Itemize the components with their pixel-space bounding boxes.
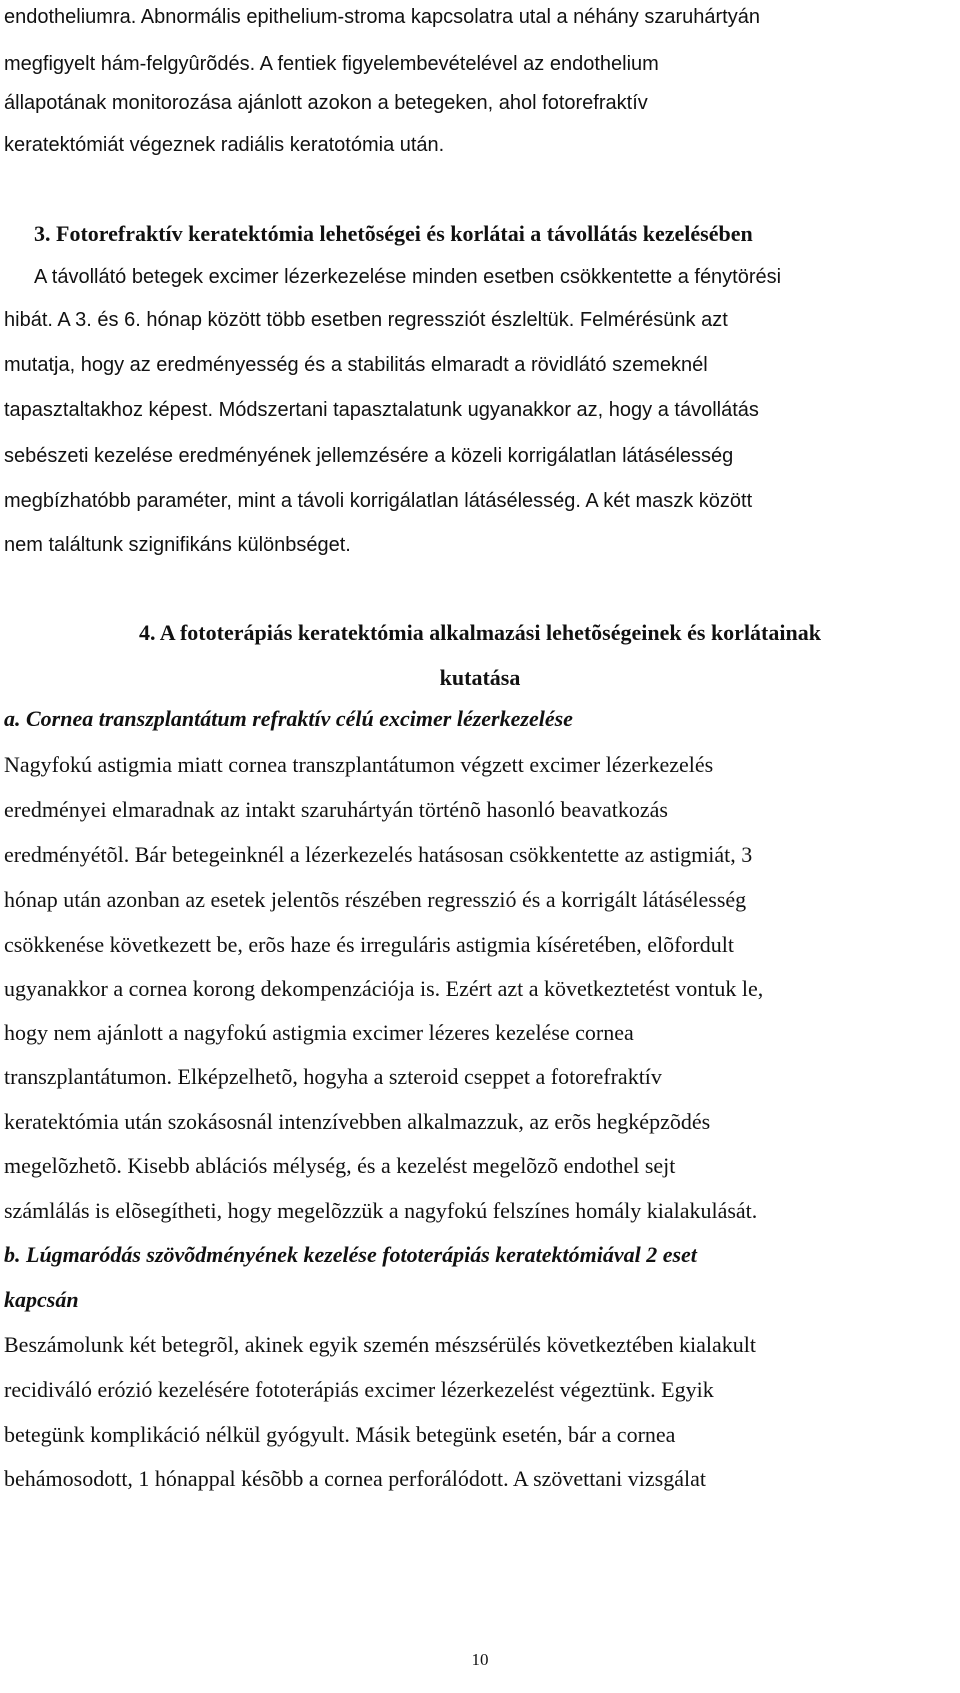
body-text-line: Nagyfokú astigmia miatt cornea transzplantátumon végzett excimer lézerkezelés: [4, 752, 714, 777]
body-text-line: tapasztaltakhoz képest. Módszertani tapasztalatunk ugyanakkor az, hogy a távollátás: [4, 399, 759, 421]
body-text-line: behámosodott, 1 hónappal késõbb a cornea perforálódott. A szövettani vizsgálat: [4, 1466, 706, 1491]
body-text-line: eredményei elmaradnak az intakt szaruhártyán történõ hasonló beavatkozás: [4, 797, 668, 822]
body-text-line: nem találtunk szignifikáns különbséget.: [4, 534, 351, 556]
body-text-line: ugyanakkor a cornea korong dekompenzációja is. Ezért azt a következtetést vontuk le,: [4, 976, 764, 1001]
section-heading: 4. A fototerápiás keratektómia alkalmazási lehetõségeinek és korlátainak: [139, 620, 821, 645]
body-text-line: megelõzhetõ. Kisebb ablációs mélység, és a kezelést megelõzõ endothel sejt: [4, 1153, 676, 1178]
body-text-line: keratektómiát végeznek radiális keratotómia után.: [4, 134, 445, 156]
body-text-line: betegünk komplikáció nélkül gyógyult. Másik betegünk esetén, bár a cornea: [4, 1422, 676, 1447]
body-text-line: mutatja, hogy az eredményesség és a stabilitás elmaradt a rövidlátó szemeknél: [4, 354, 708, 376]
body-text-line: csökkenése következett be, erõs haze és irreguláris astigmia kíséretében, elõfordult: [4, 932, 734, 957]
subsection-heading: b. Lúgmaródás szövõdményének kezelése fototerápiás keratektómiával 2 eset: [4, 1242, 697, 1267]
page-number: 10: [471, 1650, 489, 1669]
body-text-line: eredményétõl. Bár betegeinknél a lézerkezelés hatásosan csökkentette az astigmiát, 3: [4, 842, 753, 867]
section-heading: 3. Fotorefraktív keratektómia lehetõségei és korlátai a távollátás kezelésében: [34, 221, 753, 246]
body-text-line: transzplantátumon. Elképzelhetõ, hogyha a szteroid cseppet a fotorefraktív: [4, 1064, 662, 1089]
body-text-line: sebészeti kezelése eredményének jellemzésére a közeli korrigálatlan látásélesség: [4, 445, 734, 467]
section-heading-continuation: kutatása: [439, 665, 521, 690]
body-text-line: A távollátó betegek excimer lézerkezelése minden esetben csökkentette a fénytörési: [34, 266, 782, 288]
subsection-heading-continuation: kapcsán: [4, 1287, 79, 1312]
body-text-line: számlálás is elõsegítheti, hogy megelõzzük a nagyfokú felszínes homály kialakulását.: [4, 1198, 758, 1223]
subsection-heading: a. Cornea transzplantátum refraktív célú excimer lézerkezelése: [4, 706, 573, 731]
body-text-line: állapotának monitorozása ajánlott azokon a betegeken, ahol fotorefraktív: [4, 92, 648, 114]
body-text-line: hibát. A 3. és 6. hónap között több esetben regressziót észleltük. Felmérésünk azt: [4, 309, 728, 331]
body-text-line: recidiváló erózió kezelésére fototerápiás excimer lézerkezelést végeztünk. Egyik: [4, 1377, 714, 1402]
body-text-line: keratektómia után szokásosnál intenzívebben alkalmazzuk, az erõs hegképzõdés: [4, 1109, 711, 1134]
body-text-line: hogy nem ajánlott a nagyfokú astigmia excimer lézeres kezelése cornea: [4, 1020, 634, 1045]
body-text-line: Beszámolunk két betegrõl, akinek egyik szemén mészsérülés következtében kialakult: [4, 1332, 757, 1357]
body-text-line: megbízhatóbb paraméter, mint a távoli korrigálatlan látásélesség. A két maszk között: [4, 490, 753, 512]
body-text-line: megfigyelt hám-felgyûrõdés. A fentiek figyelembevételével az endothelium: [4, 53, 659, 75]
body-text-line: endotheliumra. Abnormális epithelium-stroma kapcsolatra utal a néhány szaruhártyán: [4, 6, 760, 28]
body-text-line: hónap után azonban az esetek jelentõs részében regresszió és a korrigált látásélesség: [4, 887, 747, 912]
